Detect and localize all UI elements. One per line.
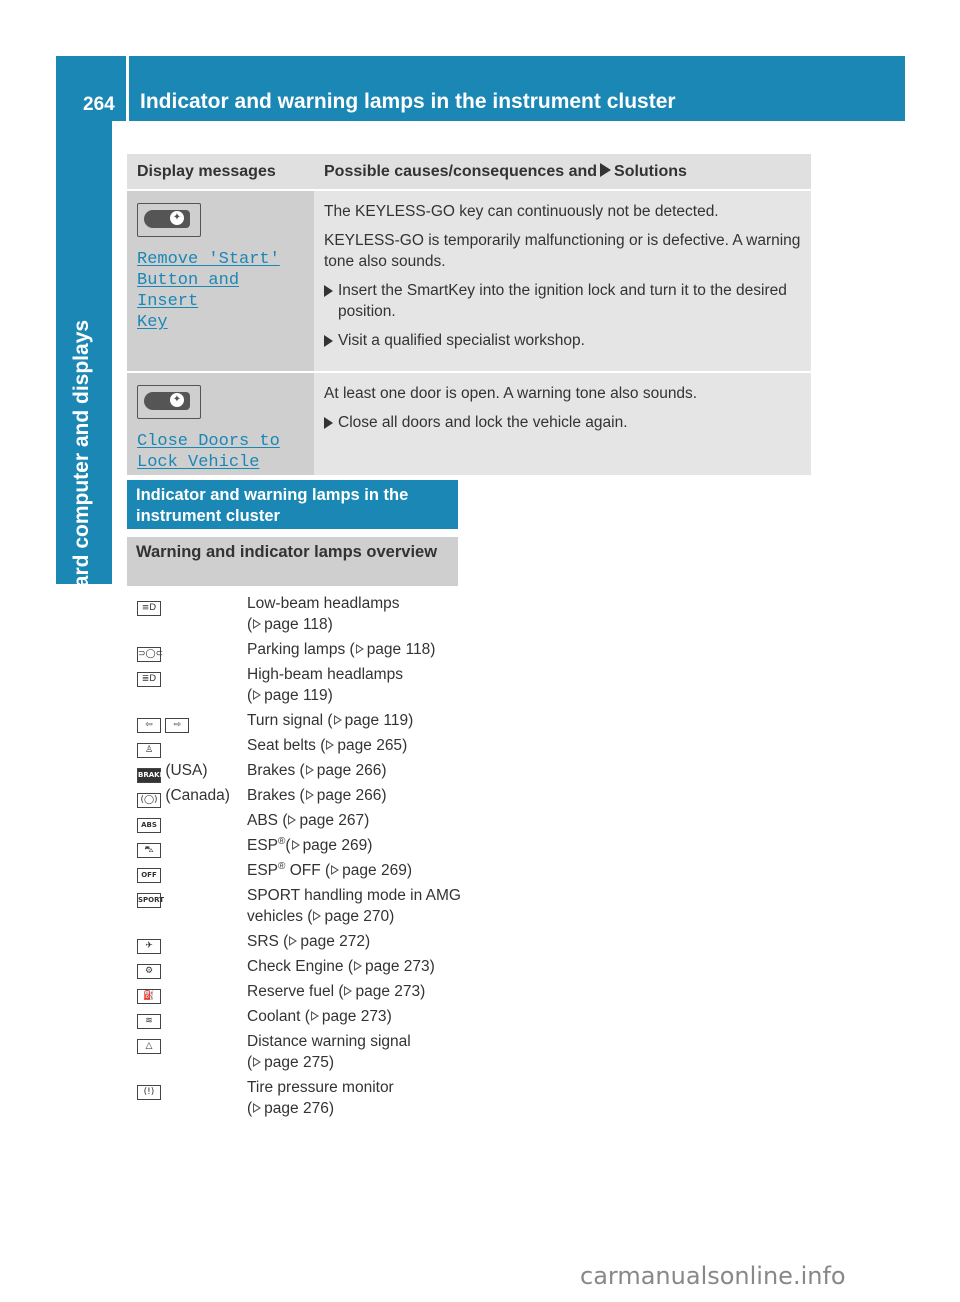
tire-pressure-icon: (!) xyxy=(137,1085,161,1100)
table-row xyxy=(127,372,811,475)
list-item: ⇦ ⇨ Turn signal ( page 119) xyxy=(137,710,467,731)
list-item: ⚙ Check Engine ( page 273) xyxy=(137,956,467,977)
list-item: (◯) (Canada) Brakes ( page 266) xyxy=(137,785,467,806)
abs-icon: ABS xyxy=(137,818,161,833)
brake-usa-icon: BRAKE xyxy=(137,768,161,783)
section-heading: Indicator and warning lamps in the instrument cluster xyxy=(127,480,458,529)
solution-arrow-icon xyxy=(600,163,611,177)
solution-step: Close all doors and lock the vehicle again. xyxy=(324,412,801,433)
list-item: ≡D Low-beam headlamps ( page 118) xyxy=(137,593,467,635)
step-arrow-icon xyxy=(324,417,333,429)
page-link[interactable]: page 270 xyxy=(324,908,390,925)
page-link[interactable]: page 273 xyxy=(364,958,430,975)
page-link[interactable]: page 266 xyxy=(316,787,382,804)
page-link[interactable]: page 272 xyxy=(300,933,365,950)
page-link[interactable]: page 267 xyxy=(299,812,365,829)
page-link[interactable]: page 273 xyxy=(321,1008,387,1025)
solution-step: Visit a qualified specialist workshop. xyxy=(324,330,801,351)
distance-warning-icon: △ xyxy=(137,1039,161,1054)
subsection-heading: Warning and indicator lamps overview xyxy=(127,537,458,586)
cause-text: At least one door is open. A warning tone also sounds. xyxy=(324,385,698,402)
page-link[interactable]: page 118 xyxy=(264,616,328,633)
page-link[interactable]: page 275 xyxy=(264,1054,329,1071)
list-item: ≋ Coolant ( page 273) xyxy=(137,1006,467,1027)
high-beam-icon: ≣D xyxy=(137,672,161,687)
list-item: △ Distance warning signal ( page 275) xyxy=(137,1031,467,1073)
step-arrow-icon xyxy=(324,285,333,297)
turn-signal-right-icon: ⇨ xyxy=(165,718,189,733)
page-number: 264 xyxy=(83,94,115,115)
brake-canada-icon: (◯) xyxy=(137,793,161,808)
page-link[interactable]: page 266 xyxy=(316,762,382,779)
page-link[interactable]: page 265 xyxy=(337,737,403,754)
col-header-display: Display messages xyxy=(127,154,314,190)
sport-icon: SPORT xyxy=(137,893,161,908)
display-cell xyxy=(127,372,314,475)
coolant-icon: ≋ xyxy=(137,1014,161,1029)
parking-lamps-icon: ⊃◯⊂ xyxy=(137,647,161,662)
list-item: OFF ESP® OFF ( page 269) xyxy=(137,860,467,881)
page-link[interactable]: page 269 xyxy=(342,862,407,879)
turn-signal-left-icon: ⇦ xyxy=(137,718,161,733)
step-arrow-icon xyxy=(324,335,333,347)
header-divider xyxy=(126,56,129,121)
page-link[interactable]: page 273 xyxy=(355,983,421,1000)
table-row xyxy=(127,190,811,372)
solution-step: Insert the SmartKey into the ignition lock and turn it to the desired position. xyxy=(324,280,801,322)
list-item: ⛽ Reserve fuel ( page 273) xyxy=(137,981,467,1002)
srs-icon: ✈ xyxy=(137,939,161,954)
side-tab: On-board computer and displays xyxy=(56,121,112,584)
page-link[interactable]: page 276 xyxy=(264,1100,329,1117)
watermark: carmanualsonline.info xyxy=(580,1262,846,1290)
display-message-text: Close Doors to Lock Vehicle xyxy=(137,432,280,472)
col-header-causes: Possible causes/consequences and Solutions xyxy=(314,154,811,190)
list-item: (!) Tire pressure monitor ( page 276) xyxy=(137,1077,467,1119)
list-item: ✈ SRS ( page 272) xyxy=(137,931,467,952)
list-item: BRAKE (USA) Brakes ( page 266) xyxy=(137,760,467,781)
table-header-row xyxy=(127,154,811,190)
esp-icon: ⛍ xyxy=(137,843,161,858)
page-header xyxy=(56,56,905,121)
list-item: ≣D High-beam headlamps ( page 119) xyxy=(137,664,467,706)
list-item: SPORT SPORT handling mode in AMG vehicles ( page 270) xyxy=(138,887,461,925)
cause-text: The KEYLESS-GO key can continuously not be detected. xyxy=(324,203,719,220)
reserve-fuel-icon: ⛽ xyxy=(137,989,161,1004)
page-header-title: Indicator and warning lamps in the instrument cluster xyxy=(140,90,676,113)
page-link[interactable]: page 119 xyxy=(264,687,328,704)
causes-cell xyxy=(314,190,811,372)
low-beam-icon: ≡D xyxy=(137,601,161,616)
list-item: ♙ Seat belts ( page 265) xyxy=(137,735,467,756)
page-link[interactable]: page 269 xyxy=(302,837,368,854)
lamps-list xyxy=(137,593,467,1123)
key-icon: ✦ xyxy=(137,385,201,419)
seat-belt-icon: ♙ xyxy=(137,743,161,758)
display-messages-table xyxy=(127,154,811,475)
page-link[interactable]: page 119 xyxy=(344,712,409,729)
list-item: ⛍ ESP®( page 269) xyxy=(137,835,467,856)
list-item: ⊃◯⊂ Parking lamps ( page 118) xyxy=(137,639,467,660)
esp-off-icon: OFF xyxy=(137,868,161,883)
display-message-text: Remove 'Start' Button and Insert Key xyxy=(137,250,280,332)
key-icon: ✦ xyxy=(137,203,201,237)
display-cell xyxy=(127,190,314,372)
check-engine-icon: ⚙ xyxy=(137,964,161,979)
causes-cell xyxy=(314,372,811,475)
list-item: ABS ABS ( page 267) xyxy=(137,810,467,831)
page-link[interactable]: page 118 xyxy=(366,641,431,658)
cause-text: KEYLESS-GO is temporarily malfunctioning or is defective. A warning tone also sounds. xyxy=(324,232,801,270)
